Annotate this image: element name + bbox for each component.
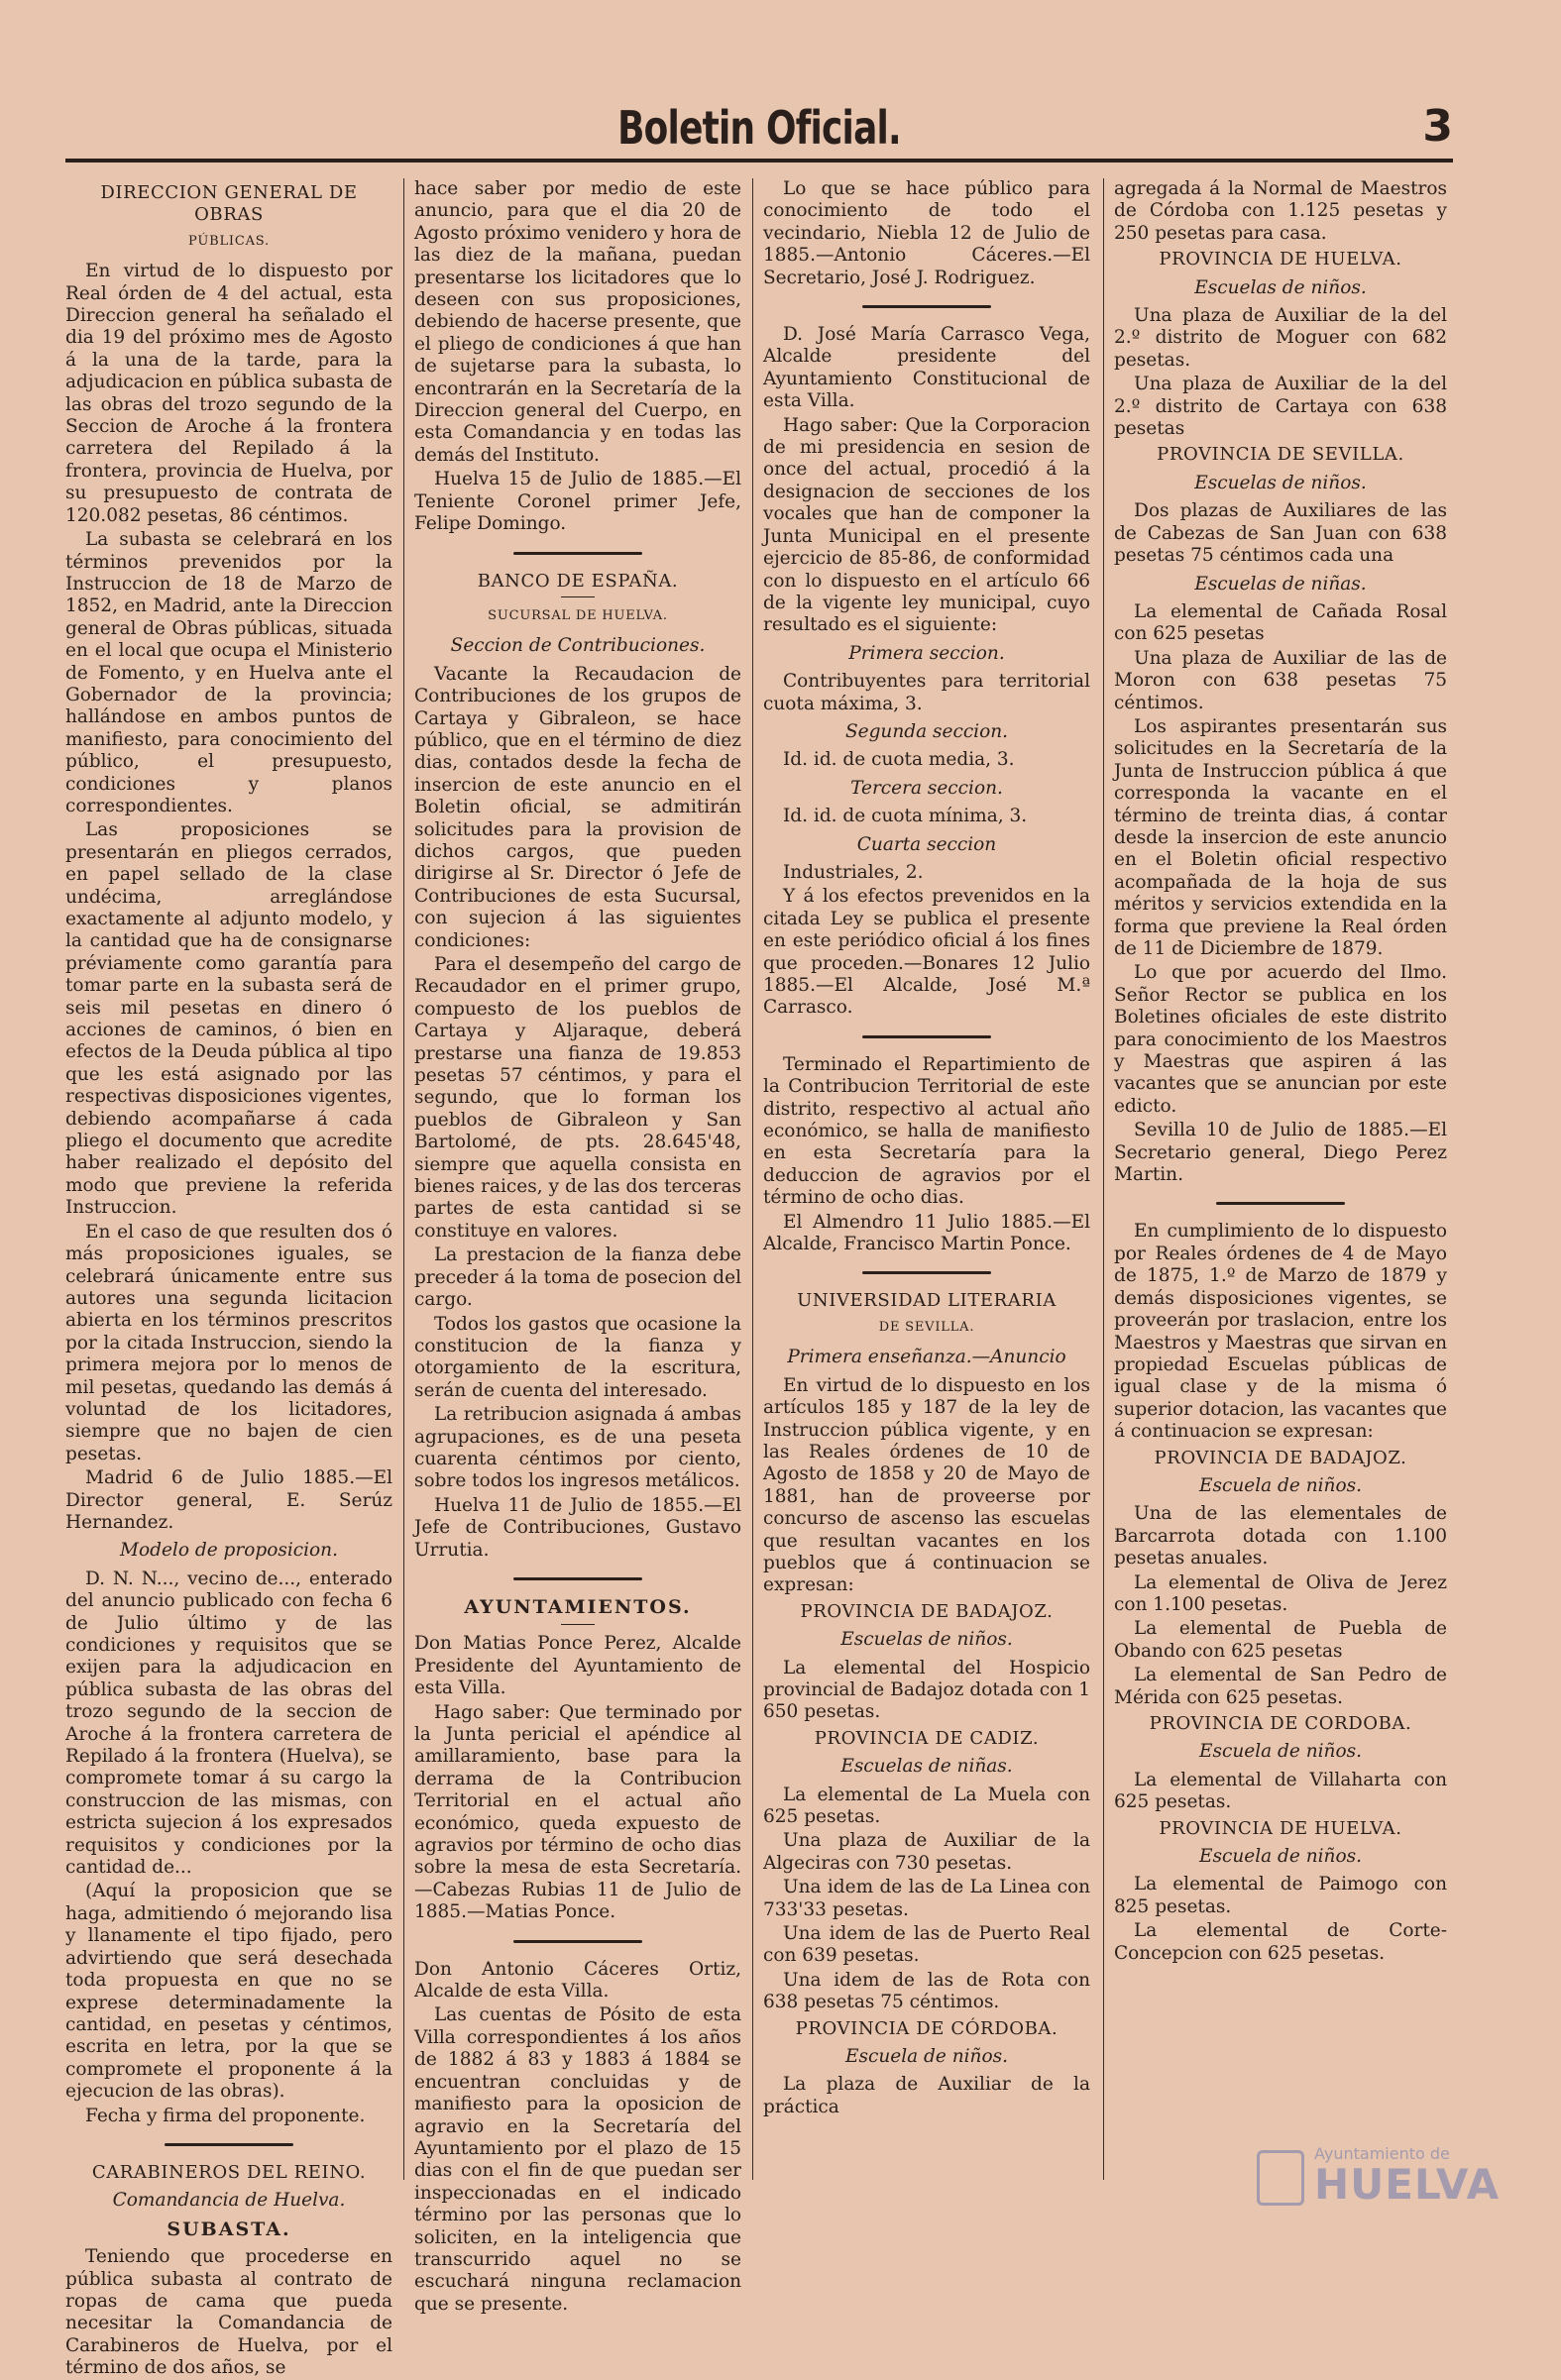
section-heading: PROVINCIA DE CADIZ. — [814, 1727, 1040, 1749]
paragraph: Sevilla 10 de Julio de 1885.—El Secretario general, Diego Perez Martin. — [1114, 1120, 1447, 1186]
short-rule — [561, 596, 595, 597]
section-heading: PROVINCIA DE BADAJOZ. — [800, 1600, 1054, 1622]
paragraph: Una idem de las de La Linea con 733'33 pesetas. — [763, 1877, 1090, 1920]
paragraph: La elemental de Corte-Concepcion con 625 pesetas. — [1114, 1920, 1447, 1964]
paragraph: Hago saber: Que la Corporacion de mi presidencia en sesion de once del actual, procedió á la designacion de secciones de los vocales que han de componer la Junta Municipal en el presente ejercicio de 85-86, de conformidad con lo dispuesto en el artículo 66 de la vigente ley municipal, cuyo resultado es el siguiente: — [763, 414, 1090, 636]
paragraph: Industriales, 2. — [783, 861, 924, 883]
section-heading: PROVINCIA DE BADAJOZ. — [1154, 1447, 1407, 1468]
italic-subheading: Escuela de niños. — [1199, 1846, 1362, 1868]
paragraph: La subasta se celebrará en los términos prevenidos por la Instruccion de 18 de Marzo de 1852, en Madrid, ante la Direccion general de Obras públicas, situada en el local que ocupa el Ministerio de Fomento, y en Huelva ante el Gobernador de la provincia; hallándose en ambos puntos de manifiesto, para conocimiento del público, el presupuesto, condiciones y planos correspondientes. — [65, 529, 392, 816]
section-heading: PROVINCIA DE HUELVA. — [1159, 249, 1402, 270]
italic-subheading: Escuelas de niños. — [1194, 472, 1367, 493]
italic-subheading: Tercera seccion. — [850, 777, 1003, 799]
paragraph: En virtud de lo dispuesto por Real órden de 4 del actual, esta Direccion general ha señalado el dia 19 del próximo mes de Agosto á la una de la tarde, para la adjudicacion en pública subasta de las obras del trozo segundo de la Seccion de Aroche á la frontera carretera del Repilado á la frontera, provincia de Huelva, por su presupuesto de contrata de 120.082 pesetas, 86 céntimos. — [65, 261, 392, 526]
paragraph: La elemental de Cañada Rosal con 625 pesetas — [1114, 600, 1447, 645]
italic-subheading: Escuela de niños. — [1199, 1474, 1362, 1496]
archive-logo-icon — [1257, 2150, 1304, 2206]
paragraph: Huelva 11 de Julio de 1855.—El Jefe de Contribuciones, Gustavo Urrutia. — [414, 1494, 741, 1561]
paragraph: La elemental de La Muela con 625 pesetas. — [763, 1784, 1090, 1827]
section-subheading: PÚBLICAS. — [188, 233, 270, 249]
italic-subheading: Escuelas de niños. — [1194, 276, 1367, 298]
italic-subheading: Escuelas de niñas. — [840, 1756, 1013, 1778]
paragraph: En virtud de lo dispuesto en los artículos 185 y 187 de la ley de Instruccion pública vigente, y en las Reales órdenes de 10 de Agosto de 1858 y 20 de Mayo de 1881, han de proveerse por concurso de ascenso las escuelas que resultan vacantes en los pueblos que á continuacion se expresan: — [763, 1374, 1090, 1596]
italic-subheading: Escuela de niños. — [1199, 1741, 1362, 1763]
paragraph: La retribucion asignada á ambas agrupaciones, es de una peseta cuarenta céntimos por ciento, sobre todos los ingresos metálicos. — [414, 1404, 741, 1492]
section-heading: PROVINCIA DE CÓRDOBA. — [795, 2017, 1059, 2039]
bold-heading: AYUNTAMIENTOS. — [464, 1595, 692, 1618]
section-heading: PROVINCIA DE HUELVA. — [1159, 1817, 1402, 1839]
paragraph: Don Matias Ponce Perez, Alcalde Presidente del Ayuntamiento de esta Villa. — [414, 1633, 741, 1699]
italic-subheading: Escuela de niños. — [845, 2046, 1008, 2068]
paragraph: Fecha y firma del proponente. — [85, 2105, 366, 2126]
section-heading: BANCO DE ESPAÑA. — [477, 570, 679, 592]
paragraph: Id. id. de cuota media, 3. — [783, 749, 1015, 771]
paragraph: La plaza de Auxiliar de la práctica — [763, 2074, 1090, 2117]
italic-subheading: Cuarta seccion — [856, 833, 997, 855]
paragraph: Una de las elementales de Barcarrota dotada con 1.100 pesetas anuales. — [1114, 1503, 1447, 1569]
paragraph: Para el desempeño del cargo de Recaudador en el primer grupo, compuesto de los pueblos de Cartaya y Aljaraque, deberá prestarse una fianza de 19.853 pesetas 57 céntimos, y para el segundo, que lo forman los pueblos de Gibraleon y San Bartolomé, de pts. 28.645'48, siempre que aquella consista en bienes raices, y de las dos terceras partes de esta cantidad si se constituye en valores. — [414, 954, 741, 1242]
section-separator — [1216, 1202, 1345, 1205]
section-heading: CARABINEROS DEL REINO. — [91, 2161, 367, 2183]
paragraph: Contribuyentes para territorial cuota máxima, 3. — [763, 671, 1090, 714]
paragraph: Una plaza de Auxiliar de la del 2.º distrito de Cartaya con 638 pesetas — [1114, 374, 1447, 440]
paragraph: D. N. N..., vecino de..., enterado del anuncio publicado con fecha 6 de Julio último y de las condiciones y requisitos que se exijen para la adjudicacion en pública subasta de las obras del trozo segundo de la seccion de Aroche á la frontera carretera de Repilado á la frontera (Huelva), se compromete tomar á su cargo la construccion de las mismas, con estricta sujecion á los expresados requisitos y condiciones por la cantidad de... — [65, 1568, 392, 1879]
paragraph: Una plaza de Auxiliar de la Algeciras con 730 pesetas. — [763, 1830, 1090, 1874]
paragraph: La elemental de Villaharta con 625 pesetas. — [1114, 1769, 1447, 1813]
masthead — [65, 95, 1453, 164]
paragraph: Teniendo que procederse en pública subasta al contrato de ropas de cama que pueda necesitar la Comandancia de Carabineros de Huelva, por el término de dos años, se — [65, 2246, 392, 2379]
italic-subheading: Seccion de Contribuciones. — [450, 635, 706, 657]
paragraph: La prestacion de la fianza debe preceder á la toma de posecion del cargo. — [414, 1244, 741, 1311]
paragraph: La elemental de San Pedro de Mérida con 625 pesetas. — [1114, 1665, 1447, 1708]
paragraph: Una plaza de Auxiliar de las de Moron con 638 pesetas 75 céntimos. — [1114, 647, 1447, 713]
section-separator — [165, 2143, 293, 2146]
top-rule — [65, 159, 1453, 162]
column-3 — [763, 178, 1090, 2175]
section-separator — [862, 1035, 991, 1038]
paragraph: En el caso de que resulten dos ó más proposiciones iguales, se celebrará únicamente entre sus autores una segunda licitacion abierta en los términos prescritos por la citada Instruccion, siendo la primera mejora por lo menos de mil pesetas, quedando las demás á voluntad de los licitadores, siempre que no bajen de cien pesetas. — [65, 1221, 392, 1464]
paragraph: Dos plazas de Auxiliares de las de Cabezas de San Juan con 638 pesetas 75 céntimos cada una — [1114, 500, 1447, 567]
paragraph: Los aspirantes presentarán sus solicitudes en la Secretaría de la Junta de Instruccion pública á que corresponda la vacante en el término de treinta dias, á contar desde la insercion de este anuncio en el Boletin oficial respectivo acompañada de la hoja de sus méritos y servicios extendida en la forma que previene la Real órden de 11 de Diciembre de 1879. — [1114, 715, 1447, 959]
paragraph: El Almendro 11 Julio 1885.—El Alcalde, Francisco Martin Ponce. — [763, 1211, 1090, 1255]
paragraph: Todos los gastos que ocasione la constitucion de la fianza y otorgamiento de la escritura, serán de cuenta del interesado. — [414, 1313, 741, 1401]
paragraph: Huelva 15 de Julio de 1885.—El Teniente Coronel primer Jefe, Felipe Domingo. — [414, 469, 741, 535]
column-2 — [414, 178, 741, 2315]
italic-subheading: Modelo de proposicion. — [120, 1540, 338, 1562]
watermark-line2: HUELVA — [1314, 2160, 1501, 2209]
section-separator — [862, 305, 991, 308]
italic-subheading: Escuelas de niñas. — [1194, 573, 1367, 595]
paragraph: Una plaza de Auxiliar de la del 2.º distrito de Moguer con 682 pesetas. — [1114, 305, 1447, 371]
column-divider — [752, 178, 753, 2180]
short-rule — [561, 1624, 595, 1625]
italic-subheading: Segunda seccion. — [844, 720, 1009, 742]
archive-watermark — [1257, 2144, 1501, 2214]
paragraph: Id. id. de cuota mínima, 3. — [783, 806, 1028, 827]
section-separator — [513, 1577, 642, 1580]
paragraph: Hago saber: Que terminado por la Junta pericial el apéndice al amillaramiento, base para la derrama de la Contribucion Territorial en el actual año económico, queda expuesto de agravios por término de ocho dias sobre la mesa de esta Secretaría.—Cabezas Rubias 11 de Julio de 1885.—Matias Ponce. — [414, 1701, 741, 1923]
paragraph: Y á los efectos prevenidos en la citada Ley se publica el presente en este periódico oficial á los fines que proceden.—Bonares 12 Julio 1885.—El Alcalde, José M.ª Carrasco. — [763, 886, 1090, 1019]
paragraph: Madrid 6 de Julio 1885.—El Director general, E. Serúz Hernandez. — [65, 1467, 392, 1533]
column-divider — [1103, 178, 1104, 2180]
section-heading: DIRECCION GENERAL DE OBRAS — [100, 182, 358, 226]
section-heading: UNIVERSIDAD LITERARIA — [797, 1290, 1057, 1312]
paragraph: La elemental de Oliva de Jerez con 1.100 pesetas. — [1114, 1571, 1447, 1615]
paragraph: hace saber por medio de este anuncio, para que el dia 20 de Agosto próximo venidero y hora de las diez de la mañana, puedan presentarse los licitadores que lo deseen con sus proposiciones, debiendo de hacerse presente, que el pliego de condiciones á que han de sujetarse para la subasta, lo encontrarán en la Secretaría de la Direccion general del Cuerpo, en esta Comandancia y en todas las demás del Instituto. — [414, 178, 741, 466]
italic-subheading: Primera seccion. — [848, 642, 1005, 664]
column-4 — [1114, 178, 1447, 2175]
paragraph: Las proposiciones se presentarán en pliegos cerrados, en papel sellado de la clase undécima, arreglándose exactamente al adjunto modelo, y la cantidad que ha de consignarse préviamente como garantía para tomar parte en la subasta será de seis mil pesetas en dinero ó acciones de caminos, ó bien en efectos de la Deuda pública al tipo que les está asignado por las respectivas disposiciones vigentes, debiendo acompañarse á cada pliego el documento que acredite haber realizado el depósito del modo que previene la referida Instruccion. — [65, 819, 392, 1219]
paragraph: Lo que se hace público para conocimiento de todo el vecindario, Niebla 12 de Julio de 1885.—Antonio Cáceres.—El Secretario, José J. Rodriguez. — [763, 178, 1090, 288]
paragraph: D. José María Carrasco Vega, Alcalde presidente del Ayuntamiento Constitucional de esta Villa. — [763, 324, 1090, 412]
section-separator — [513, 1940, 642, 1943]
watermark-line1: Ayuntamiento de — [1314, 2144, 1450, 2163]
paragraph: Don Antonio Cáceres Ortiz, Alcalde de esta Villa. — [414, 1958, 741, 2002]
section-subheading: SUCURSAL DE HUELVA. — [488, 607, 668, 623]
section-separator — [862, 1271, 991, 1274]
bold-heading: SUBASTA. — [167, 2218, 291, 2240]
italic-subheading: Comandancia de Huelva. — [112, 2190, 346, 2212]
paragraph: agregada á la Normal de Maestros de Córdoba con 1.125 pesetas y 250 pesetas para casa. — [1114, 178, 1447, 244]
paragraph: Las cuentas de Pósito de esta Villa correspondientes á los años de 1882 á 83 y 1883 á 1884 se encuentran concluidas y de manifiesto para la oposicion de agravio en la Secretaría del Ayuntamiento por el plazo de 15 dias con el fin de que puedan ser inspeccionadas en el indicado término por las personas que lo soliciten, en la inteligencia que transcurrido aquel no se escuchará ninguna reclamacion que se presente. — [414, 2004, 741, 2315]
italic-subheading: Primera enseñanza.—Anuncio — [787, 1347, 1066, 1368]
paragraph: La elemental del Hospicio provincial de Badajoz dotada con 1 650 pesetas. — [763, 1657, 1090, 1723]
column-divider — [403, 178, 404, 2180]
newspaper-title: Boletin Oficial. — [617, 101, 901, 155]
paragraph: Terminado el Repartimiento de la Contribucion Territorial de este distrito, respectivo al actual año económico, se halla de manifiesto en esta Secretaría para la deduccion de agravios por el término de ocho dias. — [763, 1053, 1090, 1209]
section-heading: PROVINCIA DE SEVILLA. — [1157, 444, 1404, 466]
italic-subheading: Escuelas de niños. — [840, 1629, 1013, 1651]
section-subheading: DE SEVILLA. — [878, 1319, 975, 1335]
paragraph: La elemental de Puebla de Obando con 625 pesetas — [1114, 1618, 1447, 1662]
paragraph: Vacante la Recaudacion de Contribuciones de los grupos de Cartaya y Gibraleon, se hace público, que en el término de diez dias, contados desde la fecha de insercion de este anuncio en el Boletin oficial, se admitirán solicitudes para la provision de dichos cargos, que pueden dirigirse al Sr. Director ó Jefe de Contribuciones de esta Sucursal, con sujecion á las siguientes condiciones: — [414, 663, 741, 951]
page-number: 3 — [1422, 101, 1453, 152]
paragraph: En cumplimiento de lo dispuesto por Reales órdenes de 4 de Mayo de 1875, 1.º de Marzo de 1879 y demás disposiciones vigentes, se proveerán por traslacion, entre los Maestros y Maestras que sirvan en propiedad Escuelas públicas de igual clase y de la misma ó superior dotacion, las vacantes que á continuacion se expresan: — [1114, 1221, 1447, 1443]
section-heading: PROVINCIA DE CORDOBA. — [1149, 1713, 1412, 1734]
paragraph: (Aquí la proposicion que se haga, admitiendo ó mejorando lisa y llanamente el tipo fijado, pero advirtiendo que será desechada toda propuesta en que no se exprese determinadamente la cantidad, en pesetas y céntimos, escrita en letra, por la que se compromete el proponente á la ejecucion de las obras). — [65, 1881, 392, 2103]
column-1 — [65, 178, 392, 2379]
paragraph: Una idem de las de Puerto Real con 639 pesetas. — [763, 1923, 1090, 1967]
section-separator — [513, 552, 642, 555]
paragraph: Una idem de las de Rota con 638 pesetas 75 céntimos. — [763, 1969, 1090, 2013]
paragraph: Lo que por acuerdo del Ilmo. Señor Rector se publica en los Boletines oficiales de este distrito para conocimiento de los Maestros y Maestras que aspiren á las vacantes que se anuncian por este edicto. — [1114, 962, 1447, 1117]
paragraph: La elemental de Paimogo con 825 pesetas. — [1114, 1874, 1447, 1917]
